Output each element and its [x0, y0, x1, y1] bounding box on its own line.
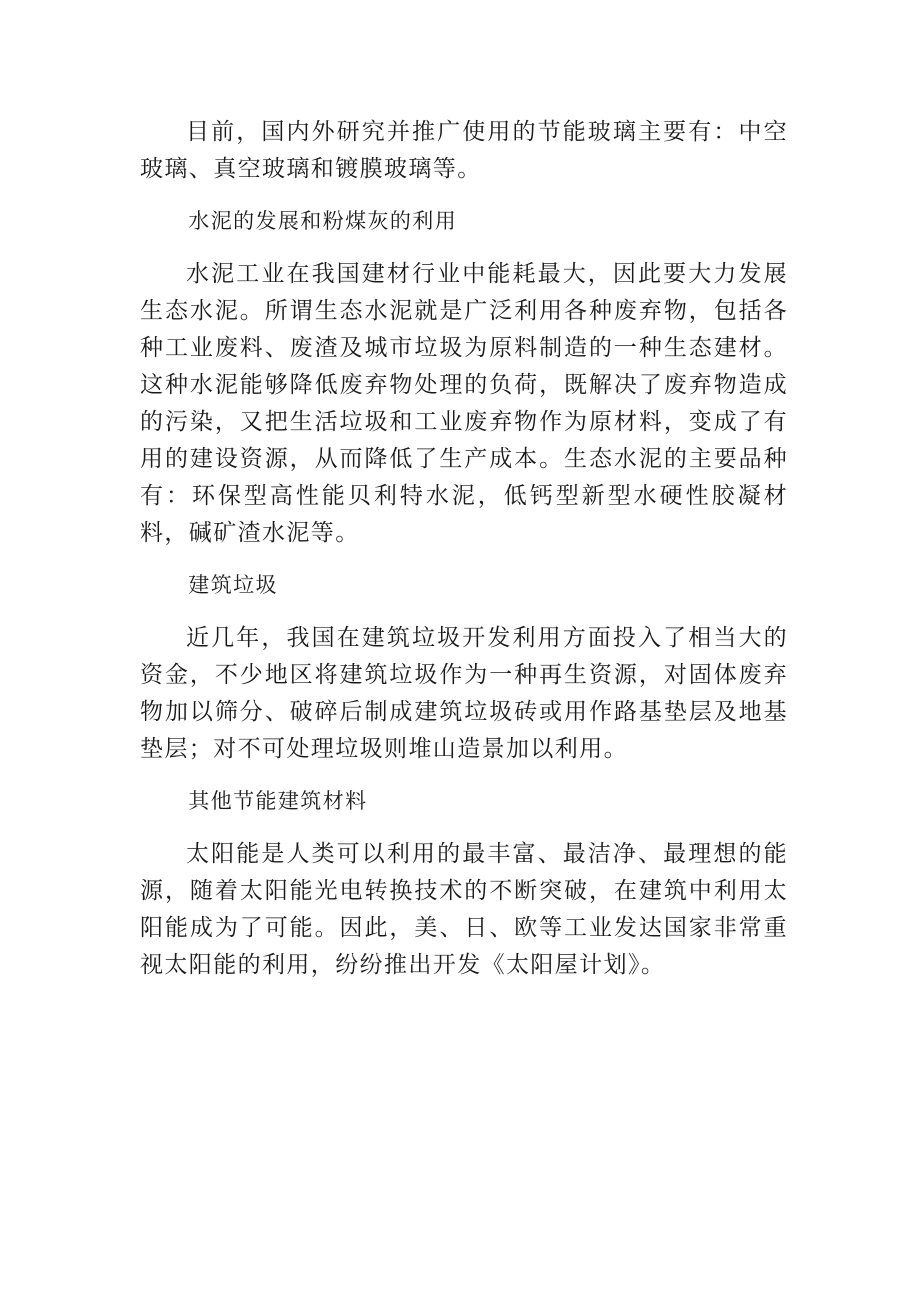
- paragraph-energy-saving-glass: 目前，国内外研究并推广使用的节能玻璃主要有：中空玻璃、真空玻璃和镀膜玻璃等。: [140, 119, 788, 182]
- section-heading-cement: 水泥的发展和粉煤灰的利用: [188, 209, 458, 233]
- paragraph-construction-waste: 近几年，我国在建筑垃圾开发利用方面投入了相当大的资金，不少地区将建筑垃圾作为一种再生资源，对固体废弃物加以筛分、破碎后制成建筑垃圾砖或用作路基垫层及地基垫层；对不可处理垃圾则堆山造景加以利用。: [140, 625, 788, 762]
- document-body: [140, 114, 788, 984]
- paragraph-eco-cement: 水泥工业在我国建材行业中能耗最大，因此要大力发展生态水泥。所谓生态水泥就是广泛利用各种废弃物，包括各种工业废料、废渣及城市垃圾为原料制造的一种生态建材。这种水泥能够降低废弃物处理的负荷，既解决了废弃物造成的污染，又把生活垃圾和工业废弃物作为原材料，变成了有用的建设资源，从而降低了生产成本。生态水泥的主要品种有：环保型高性能贝利特水泥，低钙型新型水硬性胶凝材料，碱矿渣水泥等。: [140, 261, 788, 546]
- section-heading-other-materials: 其他节能建筑材料: [188, 789, 368, 813]
- paragraph-solar-energy: 太阳能是人类可以利用的最丰富、最洁净、最理想的能源，随着太阳能光电转换技术的不断突破，在建筑中利用太阳能成为了可能。因此，美、日、欧等工业发达国家非常重视太阳能的利用，纷纷推出开发《太阳屋计划》。: [140, 841, 788, 978]
- section-heading-construction-waste: 建筑垃圾: [188, 573, 278, 597]
